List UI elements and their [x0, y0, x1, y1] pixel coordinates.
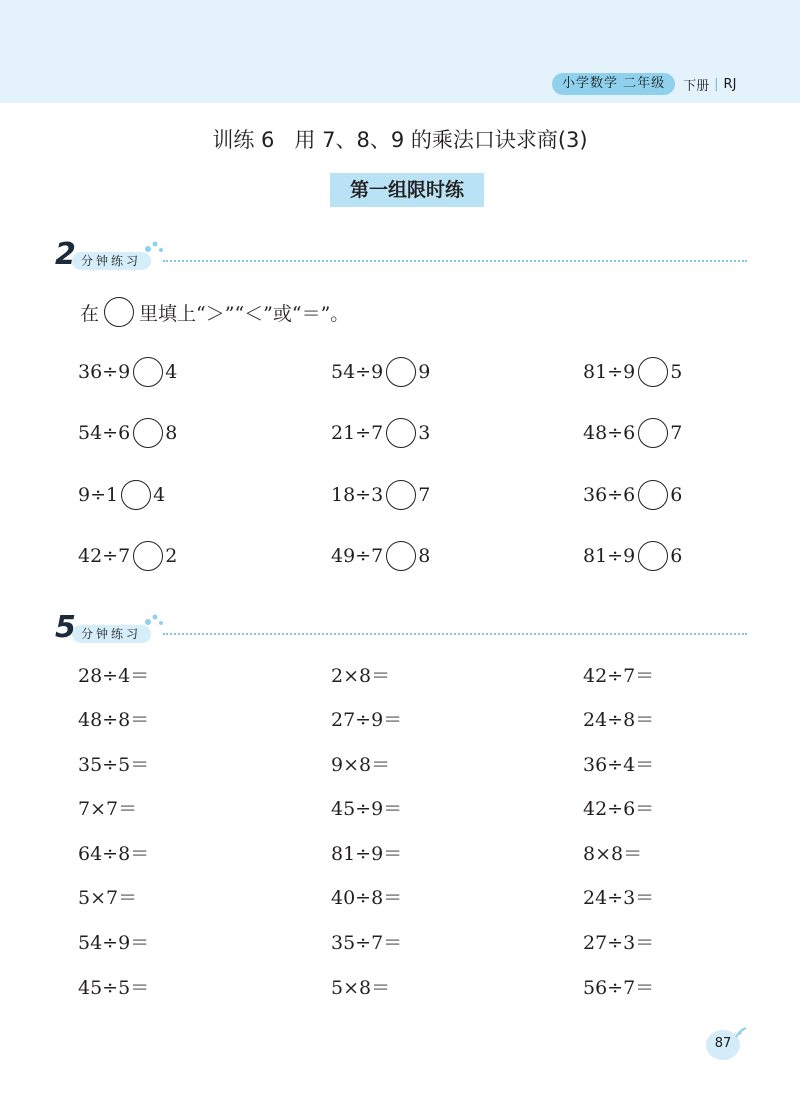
comparison-right-value: 7	[418, 484, 431, 506]
calculation-item: 48÷8＝	[78, 709, 150, 731]
section-label: 分钟练习	[72, 252, 151, 270]
comparison-left-expression: 48÷6	[583, 422, 636, 444]
comparison-right-value: 4	[165, 361, 178, 383]
page-number-badge	[706, 1030, 746, 1062]
calculation-item: 9×8＝	[331, 754, 391, 776]
answer-circle-blank[interactable]	[133, 357, 163, 387]
lesson-title: 训练 6 用 7、8、9 的乘法口诀求商(3)	[212, 128, 588, 152]
answer-circle-blank[interactable]	[133, 541, 163, 571]
comparison-left-expression: 18÷3	[331, 484, 384, 506]
calculation-item: 56÷7＝	[583, 977, 655, 999]
calculation-item: 5×7＝	[78, 887, 138, 909]
comparison-item	[583, 541, 682, 571]
comparison-left-expression: 21÷7	[331, 422, 384, 444]
section-label: 分钟练习	[72, 625, 151, 643]
calculation-item: 35÷7＝	[331, 932, 403, 954]
comparison-left-expression: 9÷1	[78, 484, 119, 506]
comparison-left-expression: 54÷9	[331, 361, 384, 383]
comparison-right-value: 3	[418, 422, 431, 444]
comparison-left-expression: 36÷6	[583, 484, 636, 506]
splash-icon	[143, 612, 165, 628]
calculation-item: 7×7＝	[78, 798, 138, 820]
section-number: 5	[55, 610, 76, 645]
comparison-item	[331, 480, 430, 510]
calculation-item: 81÷9＝	[331, 843, 403, 865]
comparison-left-expression: 81÷9	[583, 361, 636, 383]
instruction	[80, 297, 349, 327]
calculation-item: 42÷6＝	[583, 798, 655, 820]
subject-grade-pill: 小学数学 二年级	[552, 73, 675, 95]
dotted-divider	[163, 260, 747, 262]
answer-circle-blank[interactable]	[638, 418, 668, 448]
comparison-item	[78, 357, 177, 387]
calculation-item: 24÷3＝	[583, 887, 655, 909]
calculation-item: 2×8＝	[331, 665, 391, 687]
header-badge	[552, 73, 736, 95]
section-header-5min	[55, 610, 755, 652]
calculation-item: 36÷4＝	[583, 754, 655, 776]
answer-circle-blank[interactable]	[386, 480, 416, 510]
comparison-left-expression: 42÷7	[78, 545, 131, 567]
calculation-item: 35÷5＝	[78, 754, 150, 776]
answer-circle-blank[interactable]	[638, 480, 668, 510]
comparison-right-value: 9	[418, 361, 431, 383]
answer-circle-blank[interactable]	[638, 541, 668, 571]
page-number: 87	[714, 1036, 732, 1051]
calculation-item: 40÷8＝	[331, 887, 403, 909]
comparison-item	[583, 418, 682, 448]
comparison-right-value: 7	[670, 422, 683, 444]
group-title: 第一组限时练	[330, 173, 484, 207]
comparison-item	[78, 541, 177, 571]
section-number: 2	[55, 237, 76, 272]
comparison-right-value: 6	[670, 484, 683, 506]
calculation-item: 8×8＝	[583, 843, 643, 865]
calculation-item: 42÷7＝	[583, 665, 655, 687]
section-header-2min	[55, 237, 755, 279]
dotted-divider	[163, 633, 747, 635]
volume-label: 下册	[683, 78, 710, 94]
comparison-item	[331, 541, 430, 571]
answer-circle-blank[interactable]	[638, 357, 668, 387]
comparison-item	[583, 480, 682, 510]
comparison-right-value: 8	[165, 422, 178, 444]
edition-label: RJ	[723, 76, 737, 92]
comparison-item	[78, 480, 165, 510]
calculation-item: 5×8＝	[331, 977, 391, 999]
instruction-text-before: 在	[80, 302, 100, 325]
header-separator: |	[714, 76, 719, 92]
circle-blank-icon	[104, 297, 134, 327]
comparison-item	[583, 357, 682, 387]
answer-circle-blank[interactable]	[386, 541, 416, 571]
comparison-item	[331, 418, 430, 448]
calculation-item: 45÷5＝	[78, 977, 150, 999]
answer-circle-blank[interactable]	[386, 418, 416, 448]
answer-circle-blank[interactable]	[133, 418, 163, 448]
calculation-item: 64÷8＝	[78, 843, 150, 865]
comparison-right-value: 6	[670, 545, 683, 567]
calculation-item: 27÷9＝	[331, 709, 403, 731]
comparison-left-expression: 49÷7	[331, 545, 384, 567]
comparison-right-value: 5	[670, 361, 683, 383]
calculation-item: 28÷4＝	[78, 665, 150, 687]
comparison-right-value: 4	[153, 484, 166, 506]
comparison-left-expression: 54÷6	[78, 422, 131, 444]
comparison-item	[78, 418, 177, 448]
answer-circle-blank[interactable]	[386, 357, 416, 387]
calculation-item: 24÷8＝	[583, 709, 655, 731]
answer-circle-blank[interactable]	[121, 480, 151, 510]
calculation-item: 27÷3＝	[583, 932, 655, 954]
comparison-item	[331, 357, 430, 387]
comparison-left-expression: 81÷9	[583, 545, 636, 567]
instruction-text-after: 里填上“＞”“＜”或“＝”。	[139, 302, 350, 325]
comparison-right-value: 8	[418, 545, 431, 567]
calculation-item: 45÷9＝	[331, 798, 403, 820]
splash-icon	[143, 239, 165, 255]
comparison-right-value: 2	[165, 545, 178, 567]
calculation-item: 54÷9＝	[78, 932, 150, 954]
comparison-left-expression: 36÷9	[78, 361, 131, 383]
